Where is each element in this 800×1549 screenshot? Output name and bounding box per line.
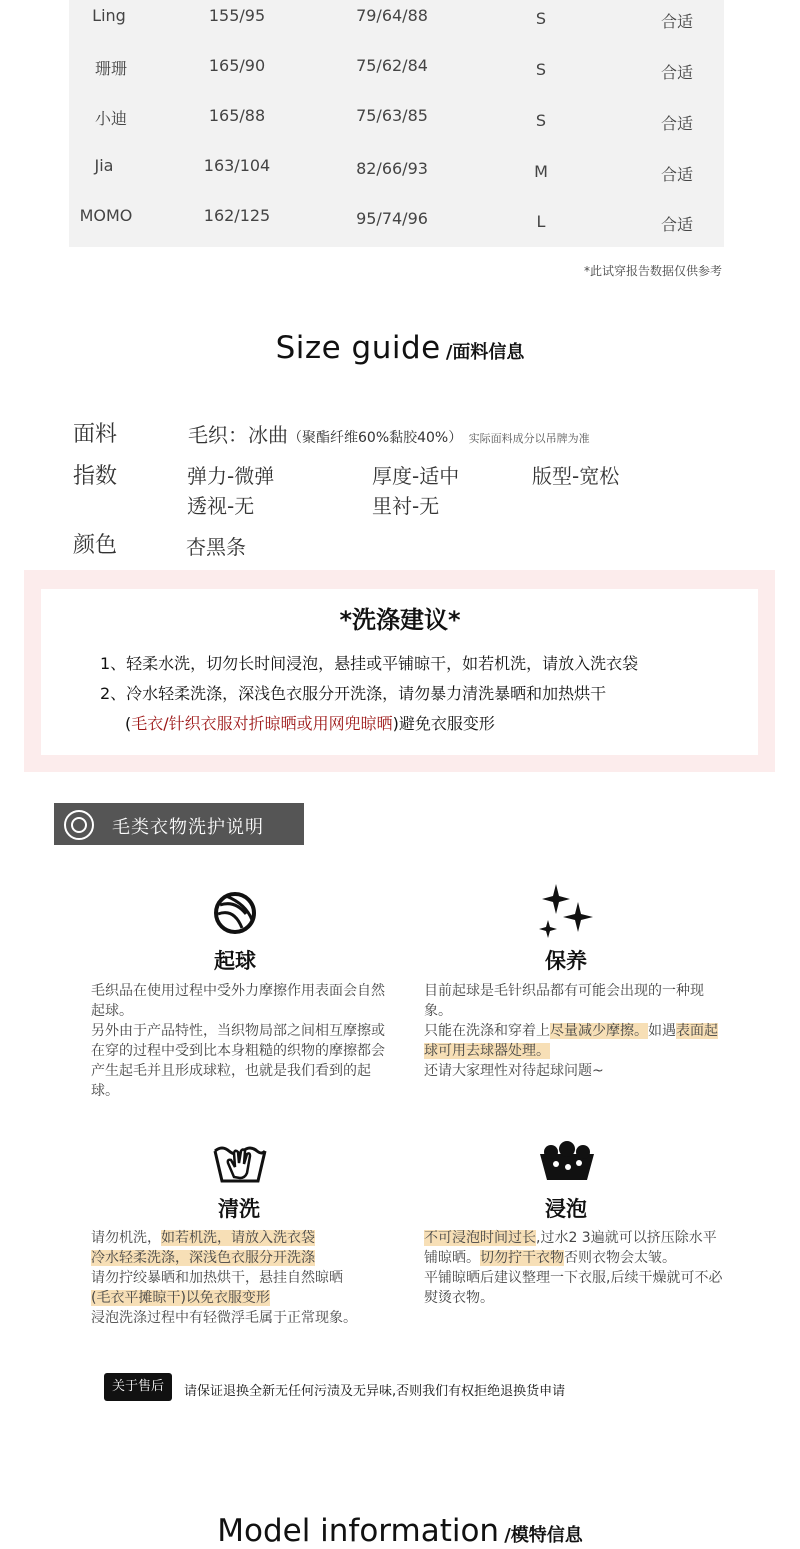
fit: 合适 <box>660 165 694 184</box>
hand-wash-icon <box>212 1137 268 1185</box>
fabric-value-row <box>188 419 590 448</box>
washing-text: 请勿机洗，如若机洗，请放入洗衣袋 冷水轻柔洗涤，深浅色衣服分开洗涤 请勿拧绞暴晒和加热烘干，悬挂自然晾晒 (毛衣平摊晾干)以免衣服变形 浸泡洗涤过程中有轻微浮毛属于正常现象。 <box>91 1230 357 1326</box>
size: L <box>536 212 546 231</box>
height-weight: 165/88 <box>208 106 266 125</box>
index-item: 透视-无 <box>187 494 255 518</box>
index-item: 弹力-微弹 <box>187 464 275 488</box>
color-label: 颜色 <box>73 533 118 558</box>
color-value: 杏黑条 <box>186 535 246 559</box>
washing-title: 清洗 <box>218 1197 260 1221</box>
model-name: MOMO <box>79 206 133 225</box>
maintenance-text: 目前起球是毛针织品都有可能会出现的一种现象。 只能在洗涤和穿着上尽量减少摩擦。如遇表面起球可用去球器处理。 还请大家理性对待起球问题~ <box>424 983 718 1079</box>
soaking-text: 不可浸泡时间过长,过水2 3遍就可以挤压除水平铺晾晒。切勿拧干衣物否则衣物会太皱。 平铺晾晒后建议整理一下衣服,后续干燥就可不必熨烫衣物。 <box>424 1230 723 1306</box>
model-name: Jia <box>94 156 114 175</box>
height-weight: 162/125 <box>203 206 271 225</box>
model-info-heading <box>0 1513 800 1549</box>
body-measurements: 95/74/96 <box>356 209 428 228</box>
fabric-value: 毛织：冰曲 <box>188 423 288 447</box>
wash-advice-title: *洗涤建议* <box>339 606 461 634</box>
size: S <box>535 60 547 79</box>
table-row <box>69 100 724 150</box>
index-label: 指数 <box>73 464 118 489</box>
soaking-basin-icon <box>538 1140 596 1182</box>
pilling-title: 起球 <box>214 949 256 973</box>
table-row <box>69 0 724 50</box>
body-measurements: 79/64/88 <box>356 6 428 25</box>
index-item: 厚度-适中 <box>372 464 460 488</box>
table-row <box>69 150 724 200</box>
maintenance-title: 保养 <box>545 949 587 973</box>
sparkle-icon <box>538 884 594 938</box>
table-row <box>69 200 724 250</box>
body-measurements: 75/63/85 <box>356 106 428 125</box>
wash-advice-line: 1、轻柔水洗，切勿长时间浸泡，悬挂或平铺晾干，如若机洗，请放入洗衣袋 <box>100 654 639 673</box>
height-weight: 155/95 <box>208 6 266 25</box>
index-item: 版型-宽松 <box>532 464 620 488</box>
size: S <box>535 111 547 130</box>
size: M <box>534 162 548 181</box>
pilling-text: 毛织品在使用过程中受外力摩擦作用表面会自然起球。 另外由于产品特性，当织物局部之间相互摩擦或在穿的过程中受到比本身粗糙的织物的摩擦都会产生起毛并且形成球粒，也就是我们看到的起球。 <box>91 983 385 1099</box>
after-sales-badge: 关于售后 <box>104 1373 172 1401</box>
size-guide-title: Size guide <box>275 330 441 366</box>
height-weight: 163/104 <box>203 156 271 175</box>
fabric-note: 实际面料成分以吊牌为准 <box>468 432 590 445</box>
fit: 合适 <box>660 12 694 31</box>
wash-advice-line: 2、冷水轻柔洗涤，深浅色衣服分开洗涤，请勿暴力清洗暴晒和加热烘干 <box>100 684 607 703</box>
fit: 合适 <box>660 63 694 82</box>
size-guide-subtitle: /面料信息 <box>445 342 525 363</box>
model-name: Ling <box>92 6 126 25</box>
after-sales-text: 请保证退换全新无任何污渍及无异味,否则我们有权拒绝退换货申请 <box>184 1384 566 1399</box>
fabric-label: 面料 <box>73 422 118 447</box>
care-banner-label: 毛类衣物洗护说明 <box>112 817 264 838</box>
height-weight: 165/90 <box>208 56 266 75</box>
soaking-title: 浸泡 <box>545 1197 587 1221</box>
fit-report-note: *此试穿报告数据仅供参考 <box>583 264 722 278</box>
size-guide-heading <box>0 330 800 366</box>
fit: 合适 <box>660 114 694 133</box>
fit: 合适 <box>660 215 694 234</box>
model-name: 小迪 <box>94 109 128 128</box>
size: S <box>535 9 547 28</box>
body-measurements: 75/62/84 <box>356 56 428 75</box>
model-name: 珊珊 <box>94 59 128 78</box>
wash-advice-highlight: 毛衣/针织衣服对折晾晒或用网兜晾晒 <box>131 714 393 733</box>
model-info-title: Model information <box>217 1513 500 1549</box>
index-item: 里衬-无 <box>372 494 440 518</box>
wash-advice-line: (毛衣/针织衣服对折晾晒或用网兜晾晒)避免衣服变形 <box>125 714 495 733</box>
yarn-ball-icon <box>212 890 258 936</box>
fit-report-table <box>69 0 724 247</box>
body-measurements: 82/66/93 <box>356 159 428 178</box>
table-row <box>69 50 724 100</box>
model-info-subtitle: /模特信息 <box>504 1525 583 1546</box>
fabric-composition: （聚酯纤维60%黏胶40%） <box>288 430 463 446</box>
wool-logo-icon <box>64 810 94 840</box>
